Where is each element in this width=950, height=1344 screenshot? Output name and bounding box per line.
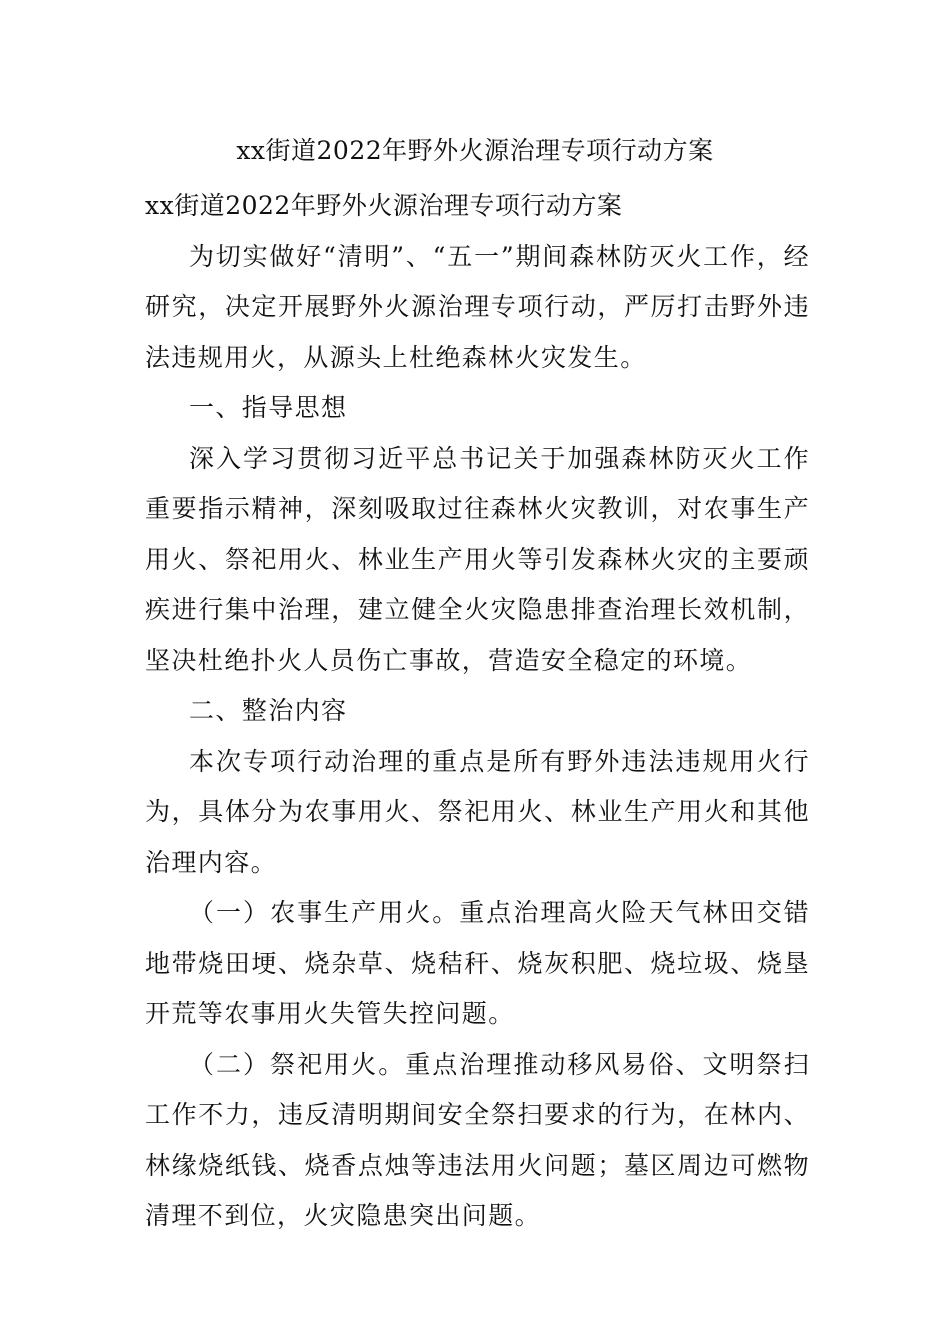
intro-paragraph: 为切实做好“清明”、“五一”期间森林防灭火工作，经研究，决定开展野外火源治理专项行动，严厉打击野外违法违规用火，从源头上杜绝森林火灾发生。: [145, 241, 810, 372]
guiding-ideology-paragraph: 深入学习贯彻习近平总书记关于加强森林防灭火工作重要指示精神，深刻吸取过往森林火灾教训，对农事生产用火、祭祀用火、林业生产用火等引发森林火灾的主要顽疾进行集中治理，建立健全火灾隐患排查治理长效机制，坚决杜绝扑火人员伤亡事故，营造安全稳定的环境。: [145, 443, 810, 675]
document-subtitle: xx街道2022年野外火源治理专项行动方案: [145, 191, 623, 220]
section-heading-guiding-ideology: 一、指导思想: [189, 393, 348, 422]
document-title: xx街道2022年野外火源治理专项行动方案: [236, 136, 714, 165]
section-heading-rectification-content: 二、整治内容: [189, 696, 348, 725]
document-body: [145, 181, 810, 1242]
sacrificial-fire-paragraph: （二）祭祀用火。重点治理推动移风易俗、文明祭扫工作不力，违反清明期间安全祭扫要求的行为，在林内、林缘烧纸钱、烧香点烛等违法用火问题；墓区周边可燃物清理不到位，火灾隐患突出问题。: [145, 1049, 810, 1230]
rectification-content-paragraph: 本次专项行动治理的重点是所有野外违法违规用火行为，具体分为农事用火、祭祀用火、林业生产用火和其他治理内容。: [145, 746, 810, 877]
agricultural-fire-paragraph: （一）农事生产用火。重点治理高火险天气林田交错地带烧田埂、烧杂草、烧秸秆、烧灰积肥、烧垃圾、烧垦开荒等农事用火失管失控问题。: [145, 898, 810, 1028]
